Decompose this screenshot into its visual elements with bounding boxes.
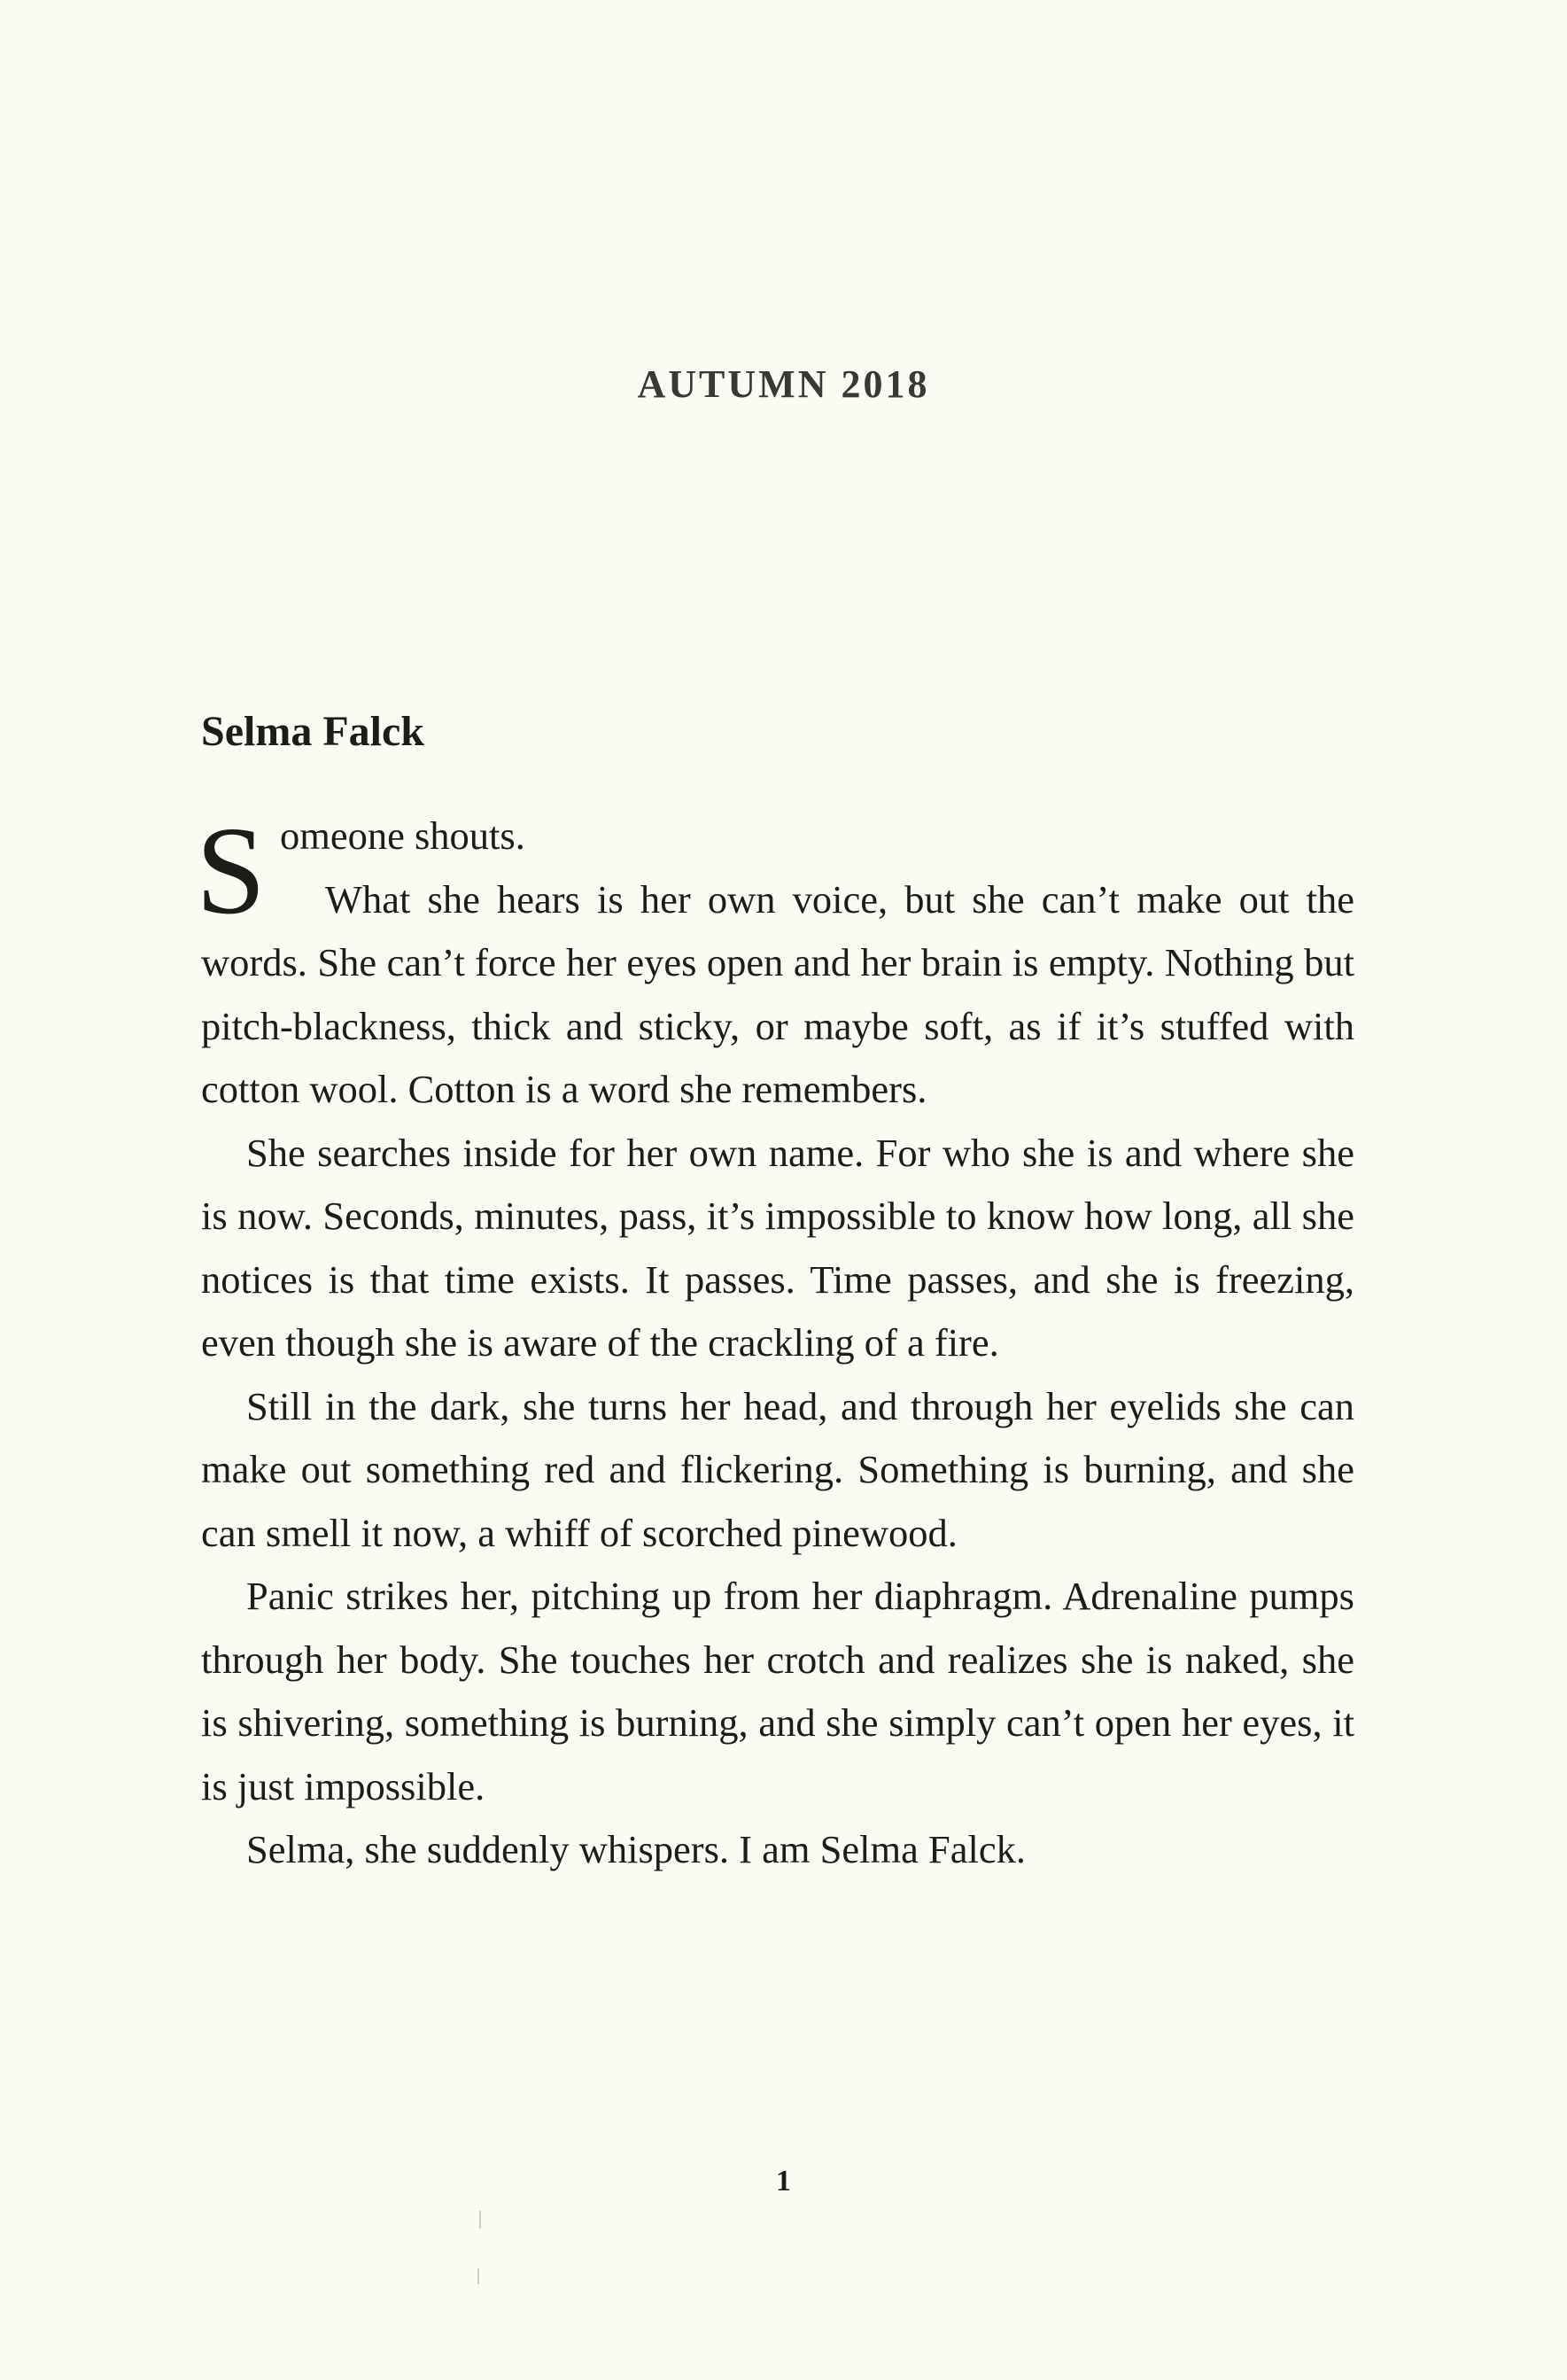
scan-speck	[477, 2268, 479, 2284]
page-number: 1	[776, 2165, 791, 2197]
paragraph: Still in the dark, she turns her head, and through her eyelids she can make out something red and flickering. Something is burning, and she can smell it now, a whiff of scorched pinewood.	[201, 1383, 1354, 1555]
paragraph: Selma, she suddenly whispers. I am Selma Falck.	[246, 1827, 1026, 1871]
opening-line: omeone shouts.	[279, 813, 525, 858]
section-heading: AUTUMN 2018	[637, 362, 930, 406]
paragraph: She searches inside for her own name. For who she is and where she is now. Seconds, minutes, pass, it’s impossible to know how long, all she notices is that time exists. It passes. Time passes, and she is freezing, even though she is aware of the crackling of a fire.	[201, 1130, 1354, 1365]
drop-cap-letter: S	[196, 800, 266, 940]
chapter-title: Selma Falck	[201, 708, 424, 755]
body-text	[196, 800, 1354, 1882]
paragraph: What she hears is her own voice, but she can’t make out the words. She can’t force her eyes open and her brain is empty. Nothing but pitch-blackness, thick and sticky, or maybe soft, as if it’s stuffed with cotton wool. Cotton is a word she remembers.	[201, 876, 1354, 1111]
paragraph: Panic strikes her, pitching up from her diaphragm. Adrenaline pumps through her body. She touches her crotch and realizes she is naked, she is shivering, something is burning, and she simply can’t open her eyes, it is just impossible.	[201, 1574, 1354, 1808]
scan-speck	[479, 2211, 481, 2228]
opening-paragraph	[196, 800, 1354, 940]
